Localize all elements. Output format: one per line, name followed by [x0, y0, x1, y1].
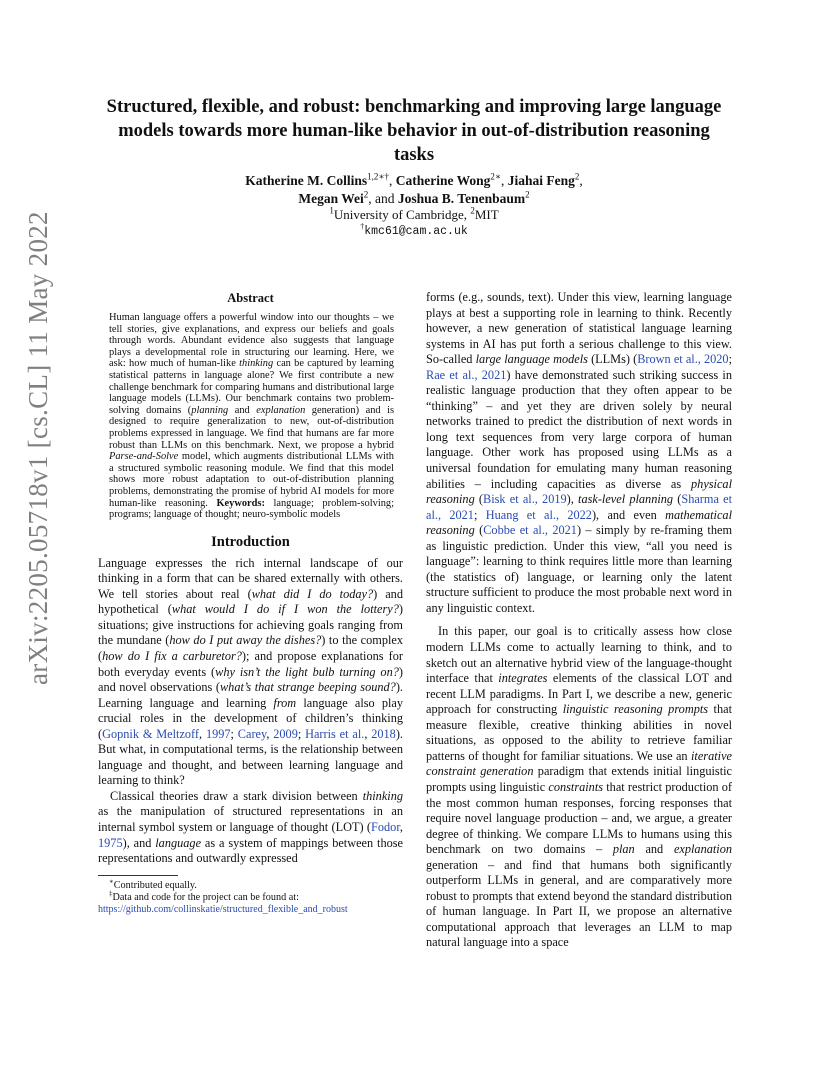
author-marker: 1,2∗† — [367, 171, 389, 182]
author-name: Jiahai Feng — [507, 173, 575, 188]
footnote-2-link-line — [98, 904, 403, 916]
author-name: Megan Wei — [298, 191, 364, 206]
citation-link[interactable]: Cobbe et al., 2021 — [483, 523, 577, 538]
footnote-2: ‡Data and code for the project can be found at: — [109, 889, 299, 903]
footnote-divider — [98, 875, 178, 876]
author-marker: 2 — [574, 171, 580, 182]
affiliation-mit: MIT — [474, 207, 499, 222]
citation-link[interactable]: 2018 — [371, 726, 396, 741]
email-marker: † — [360, 222, 365, 232]
paper-title: Structured, flexible, and robust: benchmarking and improving large language models towards more human-like behavior in out-of-distribution reasoning tasks — [106, 97, 722, 165]
citation-link[interactable]: Fodor — [371, 819, 400, 834]
citation-link[interactable]: Bisk et al., 2019 — [483, 492, 567, 507]
affiliation-cambridge: University of Cambridge, — [333, 207, 468, 222]
citation-link[interactable]: 1975 — [98, 835, 123, 850]
citation-link[interactable]: Sharma et al., 2021 — [426, 492, 732, 522]
affiliations — [120, 207, 708, 223]
email-address[interactable]: kmc61@cam.ac.uk — [364, 225, 468, 238]
author-marker: 2 — [525, 189, 530, 200]
citation-link[interactable]: Harris et al. — [305, 726, 365, 741]
author-marker: 2 — [363, 189, 369, 200]
paragraph-gap — [426, 616, 732, 624]
author-conjunction: and — [375, 191, 395, 206]
author-name: Katherine M. Collins — [245, 173, 368, 188]
intro-paragraph-2: Classical theories draw a stark division between thinking as the manipulation of structured representations in an internal symbol system or language of thought (LOT) (Fodor, 1975), and language as a system of mappings between those representations and outwardly expressed — [98, 788, 403, 866]
arxiv-identifier-stamp[interactable]: arXiv:2205.05718v1 [cs.CL] 11 May 2022 — [23, 211, 53, 685]
affiliation-marker: 1 — [329, 205, 334, 216]
right-paragraph-2: In this paper, our goal is to critically assess how close modern LLMs come to actually learning to think, and to sketch out an alternative hybrid view of the language-thought interface that integrates elements of the classical LOT and recent LLM paradigms. In Part I, we describe a new, generic approach for constructing linguistic reasoning prompts that measure flexible, creative thinking abilities in novel situations, as opposed to the ability to retrieve familiar patterns of thought for familiar situations. We use an iterative constraint generation paradigm that extends initial linguistic prompts using linguistic constraints that restrict production of the most common human responses, forcing responses that require novel language production – and, we argue, a greater degree of thinking. We compare LLMs to humans using this benchmark on two domains – plan and explanation generation – and find that humans both significantly outperform LLMs in general, and are comparatively more robust to prompts that extend beyond the standard distribution of human language. In Part II, we propose an alternative computational approach that leverages an LLM to map natural language into a space — [426, 624, 733, 950]
citation-link[interactable]: Carey — [237, 726, 267, 741]
contact-email — [120, 224, 708, 240]
right-column — [426, 290, 732, 951]
citation-link[interactable]: 1997 — [205, 726, 231, 741]
citation-link[interactable]: Gopnik & Meltzoff — [102, 726, 200, 741]
introduction-heading: Introduction — [211, 533, 290, 550]
citation-link[interactable]: Brown et al., 2020 — [637, 352, 729, 367]
citation-link[interactable]: 2009 — [273, 726, 298, 741]
right-paragraph-1: forms (e.g., sounds, text). Under this view, learning language plays at best a supporting role in learning to think. Recently however, a new generation of statistical language learning systems in AI has put forth a serious challenge to this view. So-called large language models (LLMs) (Brown et al., 2020; Rae et al., 2021) have demonstrated such striking success in realistic language production that they often appear to be “thinking” – and yet they are driven solely by neural networks trained to predict the distribution of next words in long text sequences from very large corpora of human language. Other work has proposed using LLMs as a universal foundation for emulating many human reasoning abilities – including capacities as diverse as physical reasoning (Bisk et al., 2019), task-level planning (Sharma et al., 2021; Huang et al., 2022), and even mathematical reasoning (Cobbe et al., 2021) – simply by re-framing them as linguistic prediction. Under this view, “all you need is language”: learning to think requires little more than learning (the statistics of) language, or learning only the latent structure sufficient to produce the most probable next word in any linguistic context. — [426, 290, 733, 615]
keywords-text: language; problem-solving; programs; language of thought; neuro-symbolic models — [109, 497, 394, 521]
citation-link[interactable]: Rae et al., 2021 — [426, 367, 507, 382]
keywords-label: Keywords: — [216, 497, 265, 509]
author-marker: 2∗ — [490, 171, 501, 182]
affiliation-marker: 2 — [470, 205, 475, 216]
author-name: Joshua B. Tenenbaum — [397, 191, 526, 206]
abstract-text: Human language offers a powerful window into our thoughts – we tell stories, give explanations, and express our beliefs and goals through words. Abundant evidence also suggests that language plays a developmental role in structuring our learning. Here, we ask: how much of human-like thinking can be captured by learning statistical patterns in language alone? We first contribute a new challenge benchmark for comparing humans and distributional large language models (LLMs). Our benchmark contains two problem-solving domains (planning and explanation generation) and is designed to require generalization to new, out-of-distribution problems expressed in language. We find that humans are far more robust than LLMs on this benchmark. Next, we propose a hybrid Parse-and-Solve model, which augments distributional LLMs with a structured symbolic reasoning module. We find that this model shows more robust adaptation to out-of-distribution planning problems, demonstrating the promise of hybrid AI models for more human-like reasoning. Keywords: language; problem-solving; programs; language of thought; neuro-symbolic models — [109, 312, 395, 521]
author-name: Catherine Wong — [395, 173, 491, 188]
left-column — [98, 290, 403, 916]
intro-paragraph-1: Language expresses the rich internal landscape of our thinking in a form that can be shared externally with others. We tell stories about real (what did I do today?) and hypothetical (what would I do if I won the lottery?) situations; give instructions for achieving goals ranging from the mundane (how do I put away the dishes?) to the complex (how do I fix a carburetor?); and propose explanations for both everyday events (why isn’t the light bulb turning on?) and novel observations (what’s that strange beeping sound?). Learning language and learning from language also play crucial roles in the development of children’s thinking (Gopnik & Meltzoff, 1997; Carey, 2009; Harris et al., 2018). But what, in computational terms, is the relationship between language and thought, and between learning language and learning to think? — [98, 555, 404, 788]
github-repo-link[interactable]: https://github.com/collinskatie/structured_flexible_and_robust — [98, 904, 348, 916]
abstract-heading: Abstract — [227, 291, 274, 305]
footnote-1: ∗Contributed equally. — [109, 877, 197, 891]
citation-link[interactable]: Huang et al., 2022 — [485, 507, 592, 522]
author-list: Katherine M. Collins$^{1,2∗\dagger}$, Catherine Wong$^{2∗}$, Jiahai Feng$^2$, Megan Wei$^2$, and Joshua B. Tenenbaum$^2$ — [245, 171, 583, 206]
